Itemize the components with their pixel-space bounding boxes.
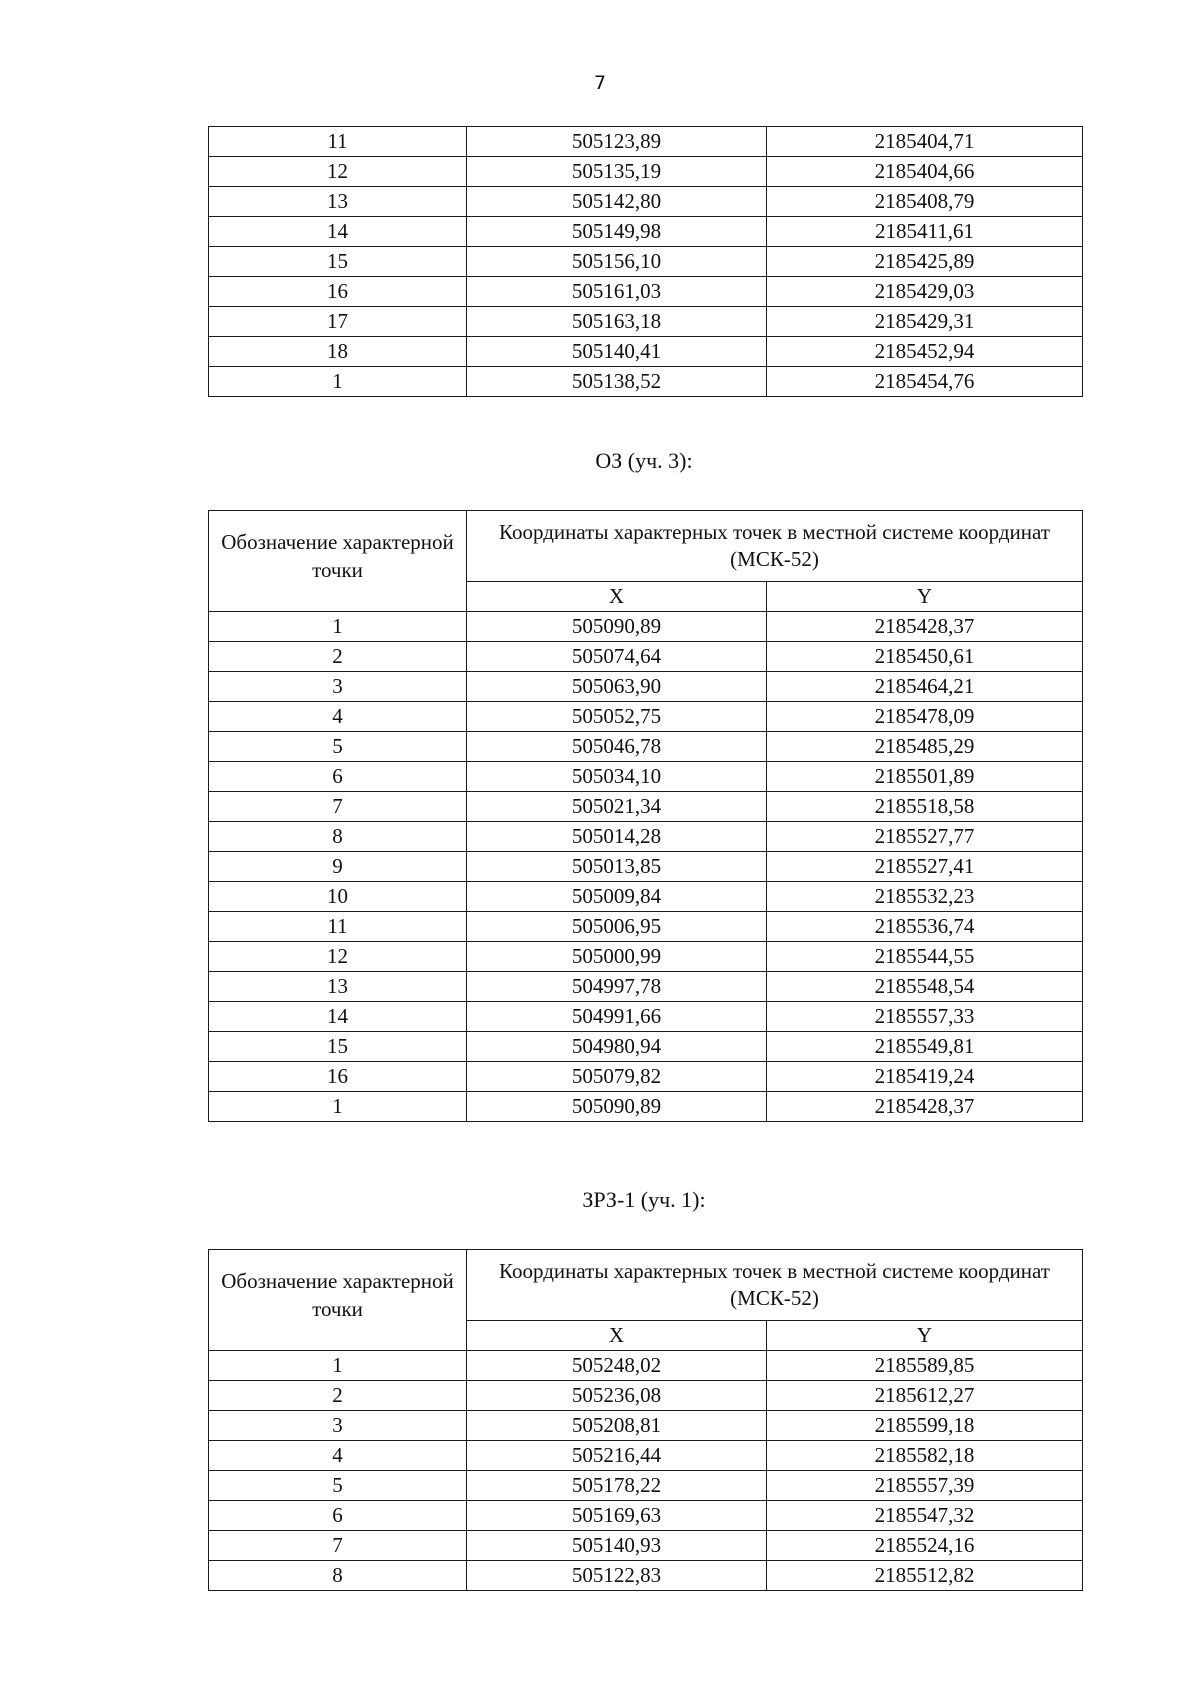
table-row bbox=[209, 672, 1083, 702]
y-coordinate-cell: 2185557,33 bbox=[767, 1002, 1083, 1032]
x-coordinate-cell: 505169,63 bbox=[467, 1501, 767, 1531]
x-coordinate-cell: 505248,02 bbox=[467, 1351, 767, 1381]
table-row bbox=[209, 1351, 1083, 1381]
point-number-cell: 5 bbox=[209, 1471, 467, 1501]
coordinates-header: Координаты характерных точек в местной системе координат (МСК-52) bbox=[467, 1250, 1083, 1321]
point-number-cell: 7 bbox=[209, 1531, 467, 1561]
x-coordinate-cell: 504997,78 bbox=[467, 972, 767, 1002]
point-number-cell: 1 bbox=[209, 367, 467, 397]
point-number-cell: 12 bbox=[209, 157, 467, 187]
point-number-cell: 15 bbox=[209, 247, 467, 277]
table-row bbox=[209, 1062, 1083, 1092]
table-row bbox=[209, 337, 1083, 367]
point-number-cell: 13 bbox=[209, 972, 467, 1002]
x-coordinate-cell: 505178,22 bbox=[467, 1471, 767, 1501]
table-row bbox=[209, 912, 1083, 942]
table-row bbox=[209, 367, 1083, 397]
table-row bbox=[209, 1531, 1083, 1561]
page-number: 7 bbox=[593, 72, 607, 94]
table-row bbox=[209, 1092, 1083, 1122]
point-number-cell: 1 bbox=[209, 1351, 467, 1381]
table-row bbox=[209, 1471, 1083, 1501]
x-coordinate-cell: 505140,41 bbox=[467, 337, 767, 367]
table-row bbox=[209, 307, 1083, 337]
point-number-cell: 11 bbox=[209, 912, 467, 942]
x-coordinate-cell: 505123,89 bbox=[467, 127, 767, 157]
coordinates-table-continued bbox=[208, 126, 1083, 397]
table-row bbox=[209, 852, 1083, 882]
table-row bbox=[209, 1501, 1083, 1531]
y-coordinate-cell: 2185549,81 bbox=[767, 1032, 1083, 1062]
x-coordinate-cell: 505000,99 bbox=[467, 942, 767, 972]
point-number-cell: 4 bbox=[209, 702, 467, 732]
x-coordinate-cell: 505216,44 bbox=[467, 1441, 767, 1471]
y-coordinate-cell: 2185428,37 bbox=[767, 1092, 1083, 1122]
point-label-header: Обозначение характерной точки bbox=[209, 1250, 467, 1351]
point-number-cell: 7 bbox=[209, 792, 467, 822]
y-coordinate-cell: 2185485,29 bbox=[767, 732, 1083, 762]
y-coordinate-cell: 2185532,23 bbox=[767, 882, 1083, 912]
section-caption-oz3: ОЗ (уч. 3): bbox=[595, 448, 693, 473]
point-number-cell: 2 bbox=[209, 642, 467, 672]
y-coordinate-cell: 2185527,77 bbox=[767, 822, 1083, 852]
coordinates-table-oz3 bbox=[208, 510, 1083, 1122]
y-coordinate-cell: 2185548,54 bbox=[767, 972, 1083, 1002]
y-coordinate-cell: 2185547,32 bbox=[767, 1501, 1083, 1531]
table-row bbox=[209, 1381, 1083, 1411]
x-coordinate-cell: 505090,89 bbox=[467, 612, 767, 642]
table-body bbox=[209, 612, 1083, 1122]
x-coordinate-cell: 505074,64 bbox=[467, 642, 767, 672]
point-number-cell: 17 bbox=[209, 307, 467, 337]
point-number-cell: 3 bbox=[209, 672, 467, 702]
point-number-cell: 18 bbox=[209, 337, 467, 367]
x-coordinate-cell: 505013,85 bbox=[467, 852, 767, 882]
point-number-cell: 6 bbox=[209, 1501, 467, 1531]
point-number-cell: 14 bbox=[209, 217, 467, 247]
point-number-cell: 9 bbox=[209, 852, 467, 882]
point-number-cell: 1 bbox=[209, 1092, 467, 1122]
table-body bbox=[209, 1351, 1083, 1591]
table-row bbox=[209, 277, 1083, 307]
section-caption-zrz1: ЗРЗ-1 (уч. 1): bbox=[582, 1187, 706, 1212]
table-row bbox=[209, 247, 1083, 277]
x-coordinate-cell: 505009,84 bbox=[467, 882, 767, 912]
coordinates-table-zrz1 bbox=[208, 1249, 1083, 1591]
y-coordinate-cell: 2185419,24 bbox=[767, 1062, 1083, 1092]
table-row bbox=[209, 732, 1083, 762]
table-row bbox=[209, 822, 1083, 852]
table-row bbox=[209, 1002, 1083, 1032]
x-coordinate-cell: 505014,28 bbox=[467, 822, 767, 852]
table-body bbox=[209, 127, 1083, 397]
x-coordinate-cell: 505161,03 bbox=[467, 277, 767, 307]
point-number-cell: 13 bbox=[209, 187, 467, 217]
x-coordinate-cell: 505156,10 bbox=[467, 247, 767, 277]
x-coordinate-cell: 504991,66 bbox=[467, 1002, 767, 1032]
table-row bbox=[209, 187, 1083, 217]
point-number-cell: 6 bbox=[209, 762, 467, 792]
y-coordinate-cell: 2185512,82 bbox=[767, 1561, 1083, 1591]
point-number-cell: 14 bbox=[209, 1002, 467, 1032]
y-coordinate-cell: 2185599,18 bbox=[767, 1411, 1083, 1441]
x-coordinate-cell: 505006,95 bbox=[467, 912, 767, 942]
x-column-header: X bbox=[467, 1321, 767, 1351]
table-row bbox=[209, 217, 1083, 247]
point-number-cell: 16 bbox=[209, 277, 467, 307]
point-number-cell: 12 bbox=[209, 942, 467, 972]
table-row bbox=[209, 882, 1083, 912]
y-coordinate-cell: 2185452,94 bbox=[767, 337, 1083, 367]
x-coordinate-cell: 505138,52 bbox=[467, 367, 767, 397]
y-coordinate-cell: 2185408,79 bbox=[767, 187, 1083, 217]
x-coordinate-cell: 504980,94 bbox=[467, 1032, 767, 1062]
table-row bbox=[209, 702, 1083, 732]
table-row bbox=[209, 942, 1083, 972]
x-coordinate-cell: 505063,90 bbox=[467, 672, 767, 702]
y-column-header: Y bbox=[767, 582, 1083, 612]
y-column-header: Y bbox=[767, 1321, 1083, 1351]
x-coordinate-cell: 505142,80 bbox=[467, 187, 767, 217]
point-number-cell: 10 bbox=[209, 882, 467, 912]
x-coordinate-cell: 505236,08 bbox=[467, 1381, 767, 1411]
y-coordinate-cell: 2185429,31 bbox=[767, 307, 1083, 337]
point-number-cell: 5 bbox=[209, 732, 467, 762]
point-number-cell: 1 bbox=[209, 612, 467, 642]
y-coordinate-cell: 2185582,18 bbox=[767, 1441, 1083, 1471]
point-number-cell: 8 bbox=[209, 1561, 467, 1591]
y-coordinate-cell: 2185544,55 bbox=[767, 942, 1083, 972]
point-number-cell: 8 bbox=[209, 822, 467, 852]
y-coordinate-cell: 2185425,89 bbox=[767, 247, 1083, 277]
y-coordinate-cell: 2185612,27 bbox=[767, 1381, 1083, 1411]
table-row bbox=[209, 127, 1083, 157]
coordinates-header: Координаты характерных точек в местной системе координат (МСК-52) bbox=[467, 511, 1083, 582]
x-coordinate-cell: 505135,19 bbox=[467, 157, 767, 187]
table-row bbox=[209, 1441, 1083, 1471]
x-coordinate-cell: 505163,18 bbox=[467, 307, 767, 337]
point-number-cell: 4 bbox=[209, 1441, 467, 1471]
point-label-header: Обозначение характерной точки bbox=[209, 511, 467, 612]
x-coordinate-cell: 505046,78 bbox=[467, 732, 767, 762]
x-coordinate-cell: 505021,34 bbox=[467, 792, 767, 822]
x-coordinate-cell: 505090,89 bbox=[467, 1092, 767, 1122]
y-coordinate-cell: 2185518,58 bbox=[767, 792, 1083, 822]
point-number-cell: 11 bbox=[209, 127, 467, 157]
y-coordinate-cell: 2185557,39 bbox=[767, 1471, 1083, 1501]
y-coordinate-cell: 2185524,16 bbox=[767, 1531, 1083, 1561]
table-row bbox=[209, 1561, 1083, 1591]
y-coordinate-cell: 2185536,74 bbox=[767, 912, 1083, 942]
x-coordinate-cell: 505140,93 bbox=[467, 1531, 767, 1561]
x-coordinate-cell: 505052,75 bbox=[467, 702, 767, 732]
y-coordinate-cell: 2185428,37 bbox=[767, 612, 1083, 642]
table-row bbox=[209, 1411, 1083, 1441]
table-row bbox=[209, 792, 1083, 822]
x-coordinate-cell: 505034,10 bbox=[467, 762, 767, 792]
y-coordinate-cell: 2185501,89 bbox=[767, 762, 1083, 792]
point-number-cell: 2 bbox=[209, 1381, 467, 1411]
point-number-cell: 16 bbox=[209, 1062, 467, 1092]
x-column-header: X bbox=[467, 582, 767, 612]
table-row bbox=[209, 972, 1083, 1002]
y-coordinate-cell: 2185450,61 bbox=[767, 642, 1083, 672]
x-coordinate-cell: 505079,82 bbox=[467, 1062, 767, 1092]
x-coordinate-cell: 505149,98 bbox=[467, 217, 767, 247]
table-row bbox=[209, 612, 1083, 642]
table-row bbox=[209, 157, 1083, 187]
y-coordinate-cell: 2185478,09 bbox=[767, 702, 1083, 732]
y-coordinate-cell: 2185589,85 bbox=[767, 1351, 1083, 1381]
point-number-cell: 15 bbox=[209, 1032, 467, 1062]
x-coordinate-cell: 505208,81 bbox=[467, 1411, 767, 1441]
x-coordinate-cell: 505122,83 bbox=[467, 1561, 767, 1591]
y-coordinate-cell: 2185429,03 bbox=[767, 277, 1083, 307]
y-coordinate-cell: 2185527,41 bbox=[767, 852, 1083, 882]
y-coordinate-cell: 2185404,71 bbox=[767, 127, 1083, 157]
y-coordinate-cell: 2185411,61 bbox=[767, 217, 1083, 247]
y-coordinate-cell: 2185404,66 bbox=[767, 157, 1083, 187]
table-row bbox=[209, 762, 1083, 792]
table-row bbox=[209, 1032, 1083, 1062]
y-coordinate-cell: 2185464,21 bbox=[767, 672, 1083, 702]
table-row bbox=[209, 642, 1083, 672]
point-number-cell: 3 bbox=[209, 1411, 467, 1441]
y-coordinate-cell: 2185454,76 bbox=[767, 367, 1083, 397]
